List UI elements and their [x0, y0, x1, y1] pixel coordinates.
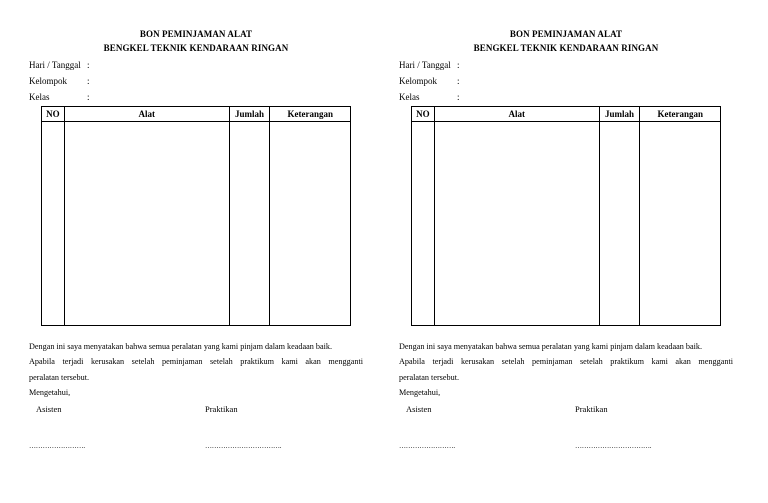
statement-line-3: peralatan tersebut. — [29, 372, 90, 382]
statement-line-3: peralatan tersebut. — [399, 372, 460, 382]
cell-notes[interactable] — [270, 122, 351, 326]
cell-no[interactable] — [42, 122, 65, 326]
table-body-row — [412, 122, 721, 326]
loan-form-right — [399, 0, 759, 503]
table-header-row — [412, 107, 721, 122]
col-header-quantity: Jumlah — [229, 107, 270, 122]
field-date-label: Hari / Tanggal — [399, 60, 451, 70]
col-header-quantity: Jumlah — [599, 107, 640, 122]
statement-line-4: Mengetahui, — [399, 388, 441, 398]
cell-no[interactable] — [412, 122, 435, 326]
statement — [399, 339, 733, 401]
signer-student: Praktikan — [205, 404, 238, 414]
table-body-row — [42, 122, 351, 326]
statement-line-2: Apabila terjadi kerusakan setelah peminjaman setelah praktikum kami akan mengganti — [399, 357, 733, 367]
cell-quantity[interactable] — [599, 122, 640, 326]
statement-line-1: Dengan ini saya menyatakan bahwa semua peralatan yang kami pinjam dalam keadaan baik. — [29, 342, 333, 351]
field-group-sep: : — [457, 76, 460, 86]
signature-line-student: ……………………………. — [205, 442, 282, 450]
field-class — [29, 92, 90, 102]
field-class-sep: : — [87, 92, 90, 102]
table-header-row — [42, 107, 351, 122]
col-header-tool: Alat — [64, 107, 229, 122]
signature-line-assistant: ……………………. — [29, 442, 85, 450]
items-table — [411, 106, 721, 326]
signature-line-student: ……………………………. — [575, 442, 652, 450]
field-class-label: Kelas — [399, 92, 420, 102]
field-group — [29, 76, 90, 86]
signer-student: Praktikan — [575, 404, 608, 414]
field-date — [399, 60, 460, 70]
col-header-notes: Keterangan — [270, 107, 351, 122]
field-group-sep: : — [87, 76, 90, 86]
col-header-no: NO — [42, 107, 65, 122]
statement-line-1: Dengan ini saya menyatakan bahwa semua peralatan yang kami pinjam dalam keadaan baik. — [399, 342, 703, 351]
cell-notes[interactable] — [640, 122, 721, 326]
cell-quantity[interactable] — [229, 122, 270, 326]
field-group — [399, 76, 460, 86]
form-subtitle: BENGKEL TEKNIK KENDARAAN RINGAN — [103, 43, 289, 53]
field-class-label: Kelas — [29, 92, 50, 102]
form-title: BON PEMINJAMAN ALAT — [509, 29, 623, 39]
field-date-label: Hari / Tanggal — [29, 60, 81, 70]
field-group-label: Kelompok — [399, 76, 437, 86]
field-date — [29, 60, 90, 70]
items-table — [41, 106, 351, 326]
signer-assistant: Asisten — [406, 404, 432, 414]
field-class — [399, 92, 460, 102]
col-header-tool: Alat — [434, 107, 599, 122]
cell-tool[interactable] — [64, 122, 229, 326]
field-group-label: Kelompok — [29, 76, 67, 86]
field-date-sep: : — [457, 60, 460, 70]
cell-tool[interactable] — [434, 122, 599, 326]
col-header-no: NO — [412, 107, 435, 122]
statement-line-4: Mengetahui, — [29, 388, 71, 398]
field-class-sep: : — [457, 92, 460, 102]
col-header-notes: Keterangan — [640, 107, 721, 122]
field-date-sep: : — [87, 60, 90, 70]
signature-line-assistant: ……………………. — [399, 442, 455, 450]
loan-form-left — [29, 0, 389, 503]
form-subtitle: BENGKEL TEKNIK KENDARAAN RINGAN — [473, 43, 659, 53]
form-title: BON PEMINJAMAN ALAT — [139, 29, 253, 39]
statement — [29, 339, 363, 401]
signer-assistant: Asisten — [36, 404, 62, 414]
statement-line-2: Apabila terjadi kerusakan setelah peminjaman setelah praktikum kami akan mengganti — [29, 357, 363, 367]
